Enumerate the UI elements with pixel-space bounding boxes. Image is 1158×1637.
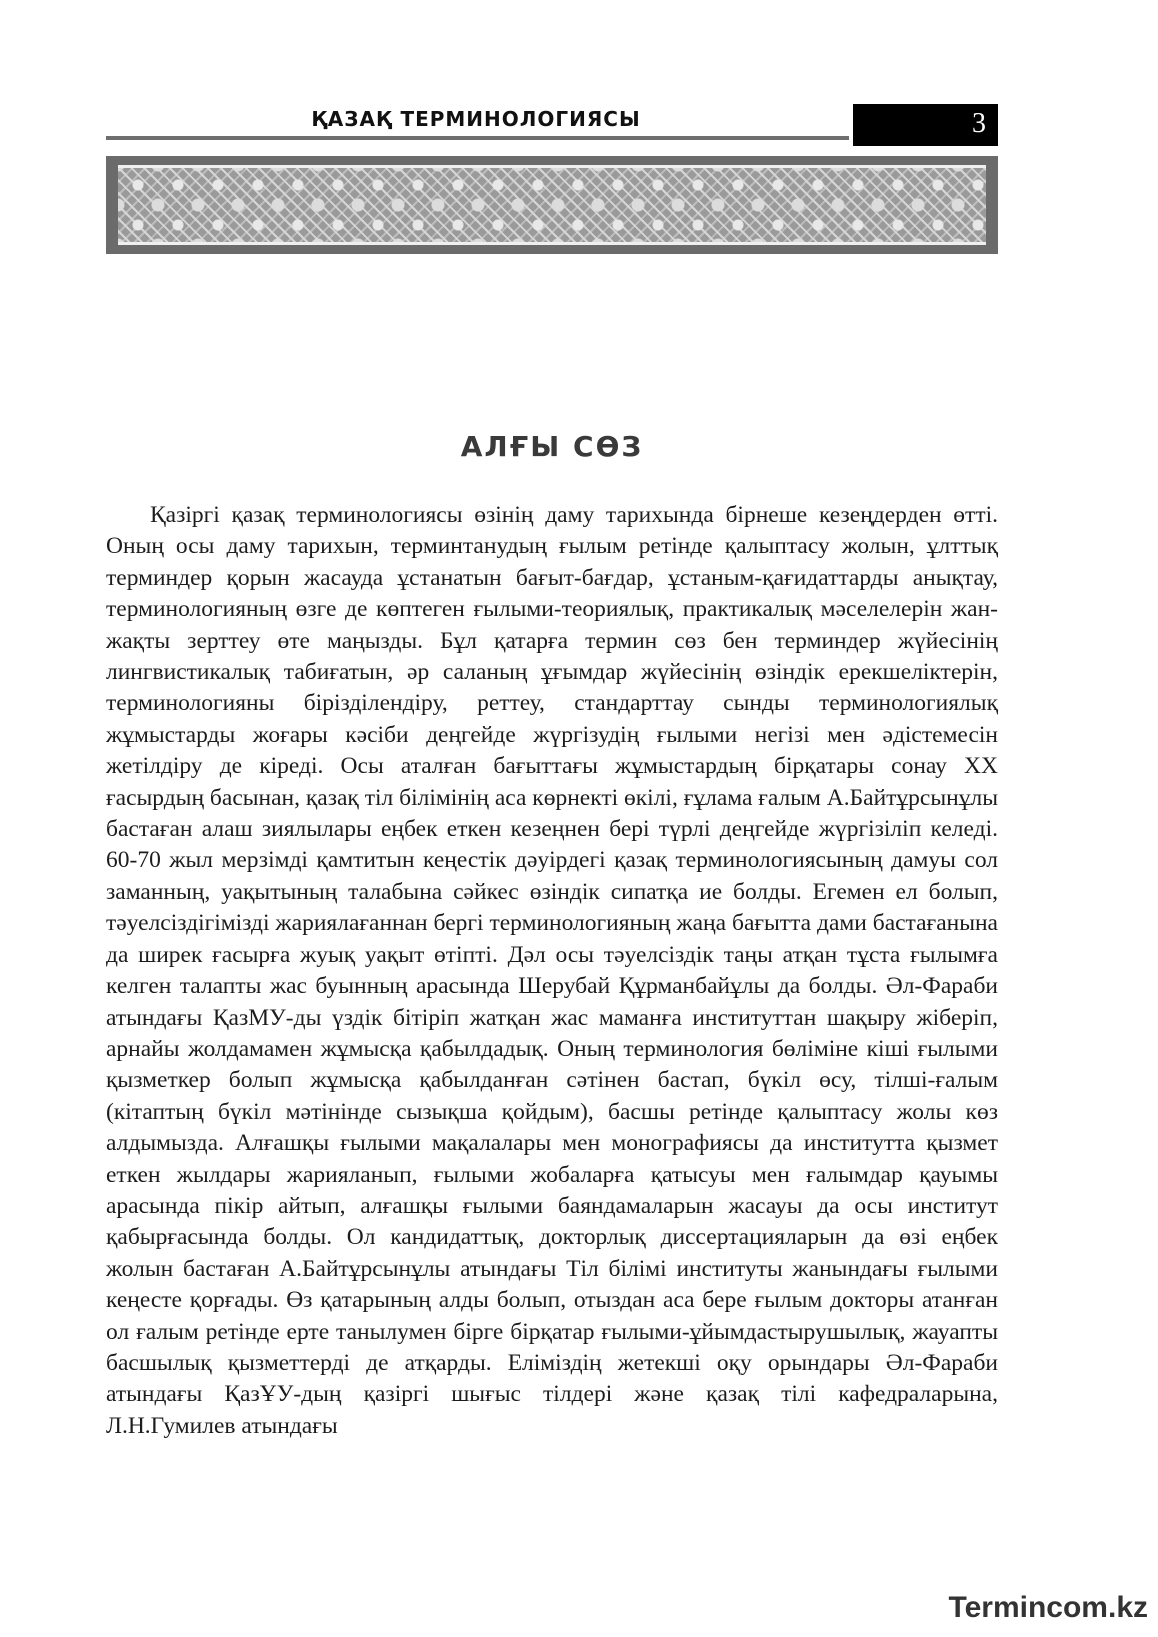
paragraph-text: Қазіргі қазақ терминологиясы өзінің даму тарихында бірнеше кезеңдерден өтті. Оның осы даму тарихын, терминтанудың ғылым ретінде қалыптасу жолын, ұлттық терминдер қорын жасауда ұстанатын бағыт-бағдар, ұстаным-қағидаттарды анықтау, терминологияның өзге де көптеген ғылыми-теориялық, практикалық мәселелерін жан-жақты зерттеу өте маңызды. Бұл қатарға термин сөз бен терминдер жүйесінің лингвистикалық табиғатын, әр саланың ұғымдар жүйесінің өзіндік ерекшеліктерін, терминологияны бірізділендіру, реттеу, стандарттау сынды терминологиялық жұмыстарды жоғары кәсіби деңгейде жүргізудің ғылыми негізі мен әдістемесін жетілдіру де кіреді. Осы аталған бағыттағы жұмыстардың бірқатары сонау ХХ ғасырдың басынан, қазақ тіл білімінің аса көрнекті өкілі, ғұлама ғалым А.Байтұрсынұлы бастаған алаш зиялылары еңбек еткен кезеңнен бері түрлі деңгейде жүргізіліп келеді. 60-70 жыл мерзімді қамтитын кеңестік дәуірдегі қазақ терминологиясының дамуы сол заманның, уақытының талабына сәйкес өзіндік сипатқа ие болды. Егемен ел болып, тәуелсіздігімізді жариялағаннан бергі терминологияның жаңа бағытта дами бастағанына да ширек ғасырға жуық уақыт өтіпті. Дәл осы тәуелсіздік таңы атқан тұста ғылымға келген талапты жас буынның арасында Шерубай Құрманбайұлы да болды. Әл-Фараби атындағы ҚазМУ-ды үздік бітіріп жатқан жас маманға институттан шақыру жіберіп, арнайы жолдамамен жұмысқа қабылдадық. Оның терминология бөліміне кіші ғылыми қызметкер болып жұмысқа қабылданған сәтінен бастап, бүкіл өсу, тілші-ғалым (кітаптың бүкіл мәтінінде сызықша қойдым), басшы ретінде қалыптасу жолы көз алдымызда. Алғашқы ғылыми мақалалары мен монографиясы да институтта қызмет еткен жылдары жарияланып, ғылыми жобаларға қатысуы мен ғалымдар қауымы арасында пікір айтып, алғашқы ғылыми баяндамаларын жасауы да осы институт қабырғасында болды. Ол кандидаттық, докторлық диссертацияларын да өзі еңбек жолын бастаған А.Байтұрсынұлы атындағы Тіл білімі институты жанындағы ғылыми кеңесте қорғады. Өз қатарының алды болып, отыздан аса бере ғылым докторы атанған ол ғалым ретінде ерте танылумен бірге бірқатар ғылыми-ұйымдастырушылық, жауапты басшылық қызметтерді де атқарды. Еліміздің жетекші оқу орындары Әл-Фараби атындағы ҚазҰУ-дың қазіргі шығыс тілдері және қазақ тілі кафедраларына, Л.Н.Гумилев атындағы xyxy=(106,502,998,1439)
ornament-pattern xyxy=(118,165,986,245)
page-number-box xyxy=(853,104,998,146)
paragraph xyxy=(106,500,998,1442)
watermark-logo: Termincom.kz xyxy=(948,1591,1148,1624)
section-title: АЛҒЫ СӨЗ xyxy=(460,430,644,463)
page-number: 3 xyxy=(972,108,986,139)
header-rule xyxy=(106,136,849,140)
ornament-banner xyxy=(106,156,998,254)
body-text xyxy=(106,500,998,1442)
running-header-title: ҚАЗАҚ ТЕРМИНОЛОГИЯСЫ xyxy=(311,107,641,131)
